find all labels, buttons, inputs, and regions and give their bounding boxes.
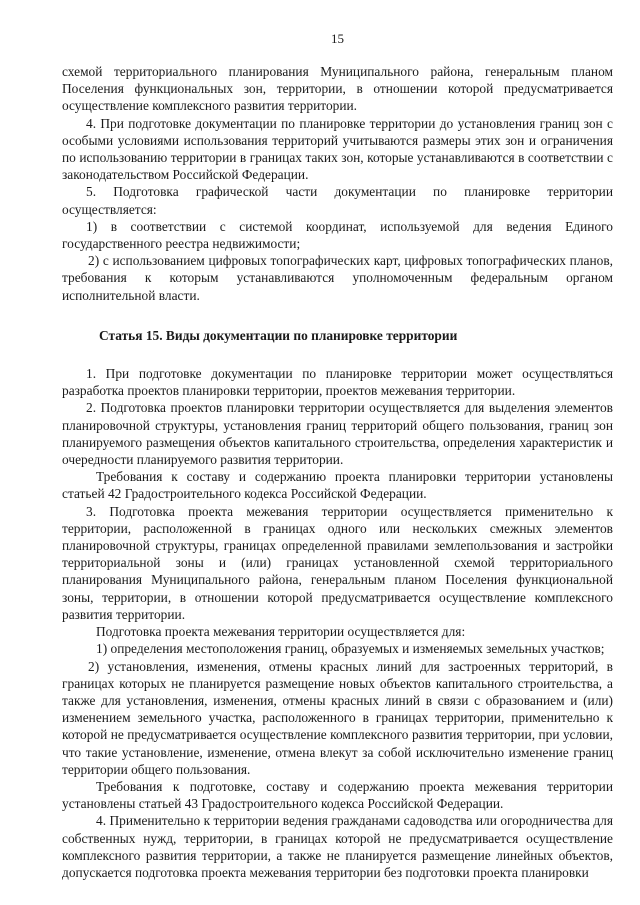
paragraph: Требования к подготовке, составу и содержанию проекта межевания территории установлены статьей 43 Градостроительного кодекса Российской Федерации. bbox=[62, 778, 613, 812]
paragraph: 1. При подготовке документации по планировке территории может осуществляться разработка проектов планировки территории, проектов межевания территории. bbox=[62, 366, 613, 399]
list-item: 1) определения местоположения границ, образуемых и изменяемых земельных участков; bbox=[96, 641, 605, 657]
paragraph: 2. Подготовка проектов планировки территории осуществляется для выделения элементов планировочной структуры, установления границ территорий общего пользования, границ зон планируемого размещения объектов капитального строительства, определения характеристик и очередности планируемого развития территории. bbox=[62, 400, 613, 468]
list-item: 2) с использованием цифровых топографических карт, цифровых топографических планов, требования к которым устанавливаются уполномоченным федеральным органом исполнительной власти. bbox=[62, 253, 613, 303]
article-heading: Статья 15. Виды документации по планировке территории bbox=[99, 327, 458, 343]
list-item: 1) в соответствии с системой координат, используемой для ведения Единого государственного реестра недвижимости; bbox=[62, 218, 613, 252]
page-number: 15 bbox=[331, 31, 344, 46]
paragraph: 4. Применительно к территории ведения гражданами садоводства или огородничества для собственных нужд, территории, в границах которой не предусматривается осуществление комплексного развития территории, а также не планируется размещение линейных объектов, допускается подготовка проекта межевания территории без подготовки проекта планировки bbox=[62, 813, 613, 880]
paragraph: схемой территориального планирования Муниципального района, генеральным планом Поселения функциональных зон, территории, в отношении которой предусматривается осуществление комплексного развития территории. bbox=[62, 64, 613, 114]
document-body bbox=[62, 63, 613, 881]
paragraph: 4. При подготовке документации по планировке территории до установления границ зон с особыми условиями использования территорий учитываются размеры этих зон и ограничения по использованию территории в границах таких зон, которые устанавливаются в соответствии с законодательством Российской Федерации. bbox=[62, 115, 613, 183]
paragraph: Подготовка проекта межевания территории осуществляется для: bbox=[96, 624, 466, 640]
list-item: 2) установления, изменения, отмены красных линий для застроенных территорий, в границах которых не планируется размещение новых объектов капитального строительства, а также для установления, изменения, отмены красных линий в связи с образованием и (или) изменением земельного участка, расположенного в границах территории, применительно к которой не предусматривается осуществление комплексного развития территории, при условии, что такие установление, изменение, отмена влекут за собой исключительно изменение границ территории общего пользования. bbox=[62, 658, 613, 777]
paragraph: 3. Подготовка проекта межевания территории осуществляется применительно к территории, расположенной в границах одного или нескольких смежных элементов планировочной структуры, границах определенной правилами землепользования и застройки территориальной зоны и (или) границах установленной схемой территориального планирования Муниципального района, генеральным планом Поселения функциональной зоны, территории, в отношении которой предусматривается осуществление комплексного развития территории. bbox=[62, 503, 613, 622]
paragraph: 5. Подготовка графической части документации по планировке территории осуществляется: bbox=[62, 184, 613, 217]
paragraph: Требования к составу и содержанию проекта планировки территории установлены статьей 42 Градостроительного кодекса Российской Федерации. bbox=[62, 469, 613, 502]
